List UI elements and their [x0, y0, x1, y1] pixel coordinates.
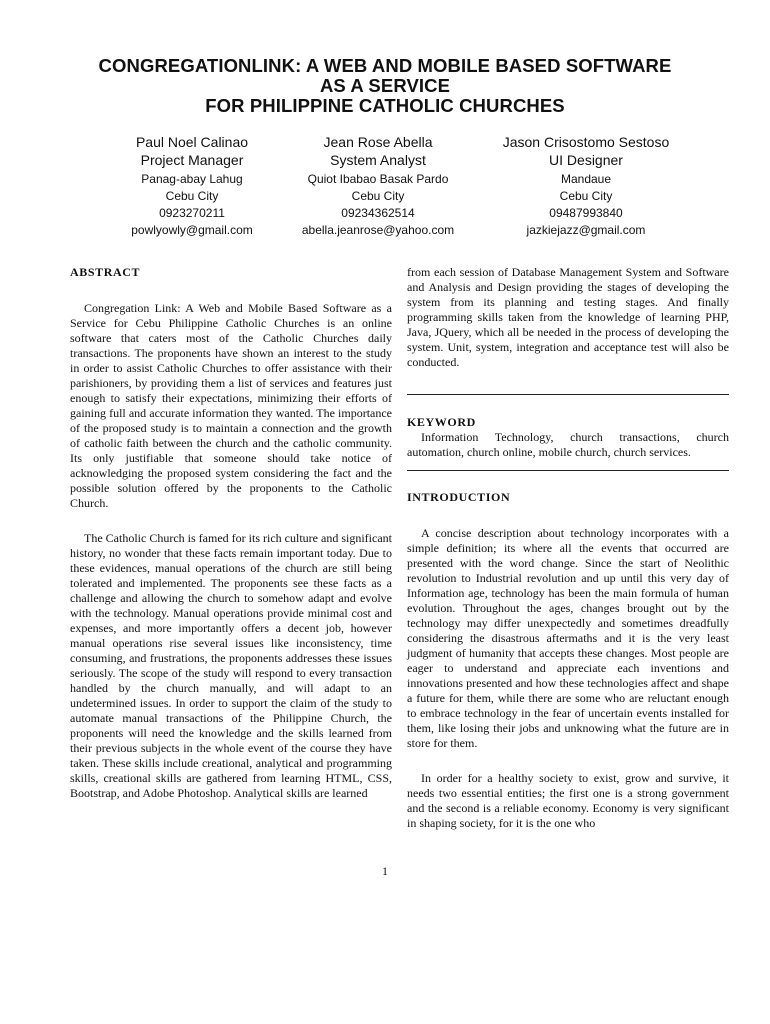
author-phone: 0923270211 [159, 206, 225, 220]
author-city: Cebu City [559, 189, 613, 203]
introduction-paragraph-1: A concise description about technology incorporates with a simple definition; its where all the events that occurred are presented with the word change. Since the start of Neolithic revolution to Industrial revolution and up until this very day of Information age, technology has been the main formula of human evolution. Throughout the ages, changes brought out by the technology may differ unexpectedly and sometimes dreadfully considering the disastrous aftermaths and it is the very least judgment of humanity that accepts these changes. Most people are eager to understand and appreciate each inventions and innovations presented and how these technologies affect and shape a future for them, while there are some who are reluctant enough to embrace technology in the fear of uncertain events installed for them, like losing their jobs and unknowing what the future are in store for them. [407, 526, 729, 750]
author-role: UI Designer [549, 152, 623, 168]
introduction-paragraph-2: In order for a healthy society to exist, grow and survive, it needs two essential entities; the first one is a strong government and the second is a reliable economy. Economy is very significant in shaping society, for it is the one who [407, 771, 729, 830]
title-line-1: CONGREGATIONLINK: A WEB AND MOBILE BASED SOFTWARE [98, 55, 672, 76]
paper-title [40, 56, 730, 116]
title-line-2: AS A SERVICE [319, 75, 451, 96]
left-column [70, 265, 392, 801]
keyword-text: Information Technology, church transactions, church automation, church online, mobile church, church services. [407, 430, 729, 459]
page-number: 1 [382, 864, 388, 878]
author-phone: 09487993840 [549, 206, 623, 220]
author-role: System Analyst [330, 152, 426, 168]
keyword-top-rule [407, 394, 729, 395]
abstract-paragraph-3: from each session of Database Management System and Software and Analysis and Design providing the stages of developing the system from its planning and testing stages. And finally programming skills taken from the knowledge of learning PHP, Java, JQuery, which all be needed in the process of developing the system. Unit, system, integration and acceptance test will also be conducted. [407, 265, 729, 369]
author-address: Quiot Ibabao Basak Pardo [307, 172, 449, 186]
abstract-paragraph-1: Congregation Link: A Web and Mobile Based Software as a Service for Cebu Philippine Catholic Churches is an online software that caters most of the Catholic Churches daily transactions. The proponents have shown an interest to the study in order to assist Catholic Churches to offer assistance with their parishioners, by providing them a list of services and features just enough to satisfy their expectations, minimizing their efforts of gaining full and accurate information they wanted. The importance of the proposed study is to maintain a connection and the growth of catholic faith between the church and the catholic community. Its only justifiable that someone should take notice of acknowledging the proposed system considering the fact and the possible solution offered by the proponents to the Catholic Church. [70, 301, 392, 510]
author-city: Cebu City [165, 189, 219, 203]
author-address: Panag-abay Lahug [141, 172, 243, 186]
author-phone: 09234362514 [341, 206, 415, 220]
introduction-heading: INTRODUCTION [407, 490, 511, 504]
abstract-paragraph-2: The Catholic Church is famed for its rich culture and significant history, no wonder that these facts remain important today. Due to these evidences, manual operations of the church are still being tolerated and implemented. The proponents see these facts as a challenge and allowing the church to somehow adapt and evolve with the technology. Manual operations provide minimal cost and expenses, and more importantly offers a decent job, however manual operations rise several issues like inconsistency, time consuming, and frustrations, the proponents addresses these issues seriously. The scope of the study will respond to every transaction handled by the church manually, and will adapt to an undetermined issues. In order to support the claim of the study to automate manual transactions of the Philippine Church, the proponents will need the knowledge and the skills learned from their previous subjects in the whole event of the course they have taken. These skills include creational, analytical and programming skills, creational skills are gathered from learning HTML, CSS, Bootstrap, and Adobe Photoshop. Analytical skills are learned [70, 531, 392, 800]
abstract-heading: ABSTRACT [70, 265, 141, 279]
author-block-3 [470, 133, 702, 239]
author-block-2 [278, 133, 478, 239]
author-block-1 [92, 133, 292, 239]
author-email: abella.jeanrose@yahoo.com [301, 223, 455, 237]
keyword-bottom-rule [407, 470, 729, 471]
title-line-3: FOR PHILIPPINE CATHOLIC CHURCHES [205, 95, 565, 116]
author-role: Project Manager [140, 152, 244, 168]
author-name: Jean Rose Abella [323, 134, 433, 150]
author-city: Cebu City [351, 189, 405, 203]
author-name: Paul Noel Calinao [135, 134, 249, 150]
right-column [407, 265, 729, 831]
author-address: Mandaue [560, 172, 612, 186]
keyword-heading: KEYWORD [407, 415, 476, 429]
author-email: jazkiejazz@gmail.com [526, 223, 646, 237]
author-email: powlyowly@gmail.com [131, 223, 253, 237]
author-name: Jason Crisostomo Sestoso [502, 134, 670, 150]
